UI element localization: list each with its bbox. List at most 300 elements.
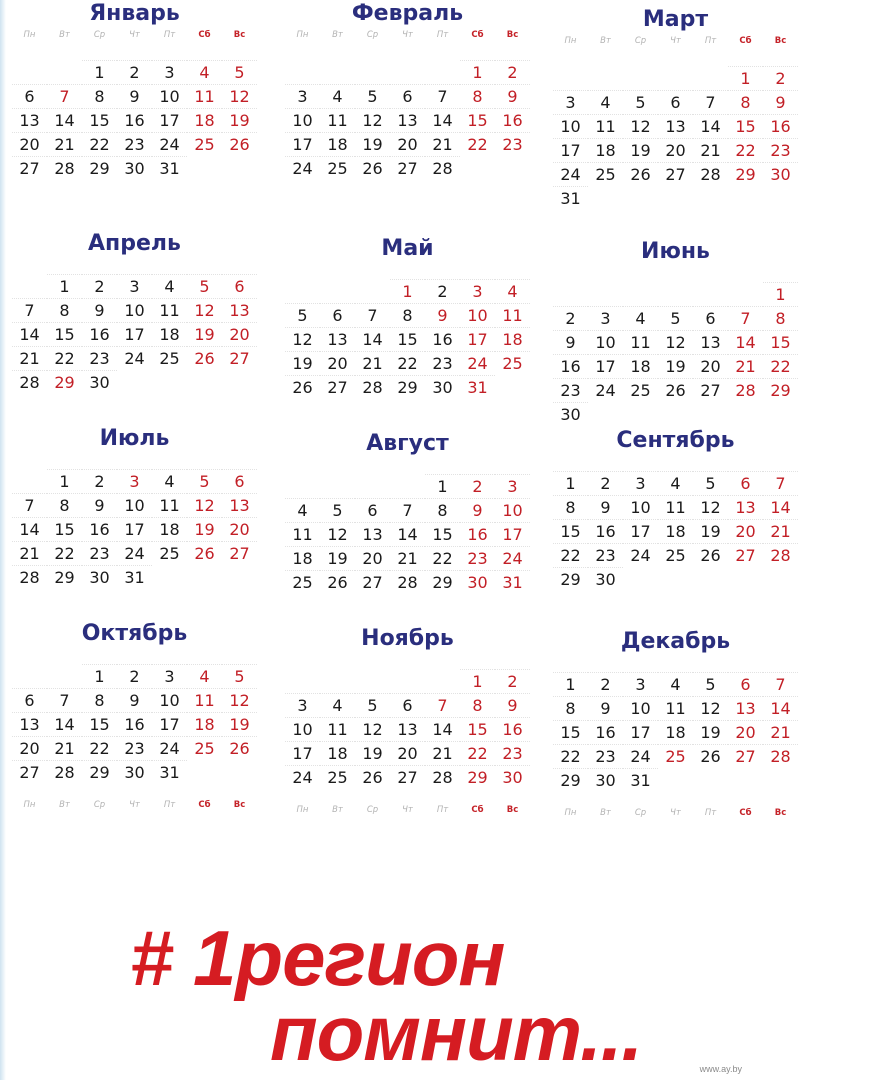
day-cell: 21 <box>355 351 390 375</box>
month-2 <box>285 0 530 200</box>
day-cell: 8 <box>728 90 763 114</box>
day-cell: 22 <box>82 132 117 156</box>
slogan-line-2: помнит... <box>270 989 643 1077</box>
day-cell: 24 <box>152 736 187 760</box>
weekday-label: Пт <box>436 805 449 815</box>
day-cell: 14 <box>12 517 47 541</box>
day-cell: 13 <box>728 495 763 519</box>
day-cell: 25 <box>495 351 530 375</box>
day-cell: 2 <box>495 669 530 693</box>
day-cell: 11 <box>285 522 320 546</box>
day-cell: 10 <box>553 114 588 138</box>
day-cell: 1 <box>728 66 763 90</box>
day-cell: 16 <box>117 712 152 736</box>
day-cell: 8 <box>425 498 460 522</box>
day-cell: 3 <box>623 471 658 495</box>
day-cell: 5 <box>187 469 222 493</box>
day-cell: 13 <box>728 696 763 720</box>
day-cell: 3 <box>588 306 623 330</box>
day-cell: 20 <box>728 720 763 744</box>
day-cell: 8 <box>763 306 798 330</box>
day-cell: 21 <box>763 519 798 543</box>
month-3 <box>553 6 798 206</box>
weekday-label: Вс <box>506 805 519 815</box>
day-cell: 12 <box>355 717 390 741</box>
day-cell: 8 <box>460 84 495 108</box>
day-cell: 23 <box>495 741 530 765</box>
day-cell: 7 <box>763 672 798 696</box>
weekday-label: Пт <box>163 800 176 810</box>
day-cell: 8 <box>82 688 117 712</box>
day-cell: 8 <box>82 84 117 108</box>
day-cell: 3 <box>495 474 530 498</box>
day-cell: 12 <box>222 84 257 108</box>
day-cell: 6 <box>320 303 355 327</box>
day-cell: 4 <box>588 90 623 114</box>
day-cell: 18 <box>320 741 355 765</box>
day-cell: 3 <box>553 90 588 114</box>
day-cell: 22 <box>390 351 425 375</box>
day-cell: 10 <box>623 696 658 720</box>
day-cell: 1 <box>425 474 460 498</box>
day-cell: 12 <box>222 688 257 712</box>
month-title: Июль <box>99 426 170 451</box>
day-cell: 14 <box>425 108 460 132</box>
month-grid <box>12 60 257 185</box>
day-cell: 21 <box>425 741 460 765</box>
day-cell: 1 <box>763 282 798 306</box>
day-cell: 6 <box>390 693 425 717</box>
day-cell: 1 <box>460 669 495 693</box>
day-cell: 7 <box>47 688 82 712</box>
day-cell: 16 <box>588 519 623 543</box>
day-cell: 11 <box>187 688 222 712</box>
day-cell: 7 <box>693 90 728 114</box>
month-title: Август <box>366 431 449 456</box>
day-cell: 20 <box>693 354 728 378</box>
weekday-label: Вт <box>332 805 343 815</box>
day-cell: 16 <box>425 327 460 351</box>
day-cell: 10 <box>285 717 320 741</box>
day-cell: 15 <box>47 517 82 541</box>
day-cell: 4 <box>187 60 222 84</box>
day-cell: 8 <box>553 696 588 720</box>
day-cell: 8 <box>460 693 495 717</box>
day-cell: 21 <box>47 132 82 156</box>
day-cell: 17 <box>623 519 658 543</box>
day-cell: 18 <box>588 138 623 162</box>
day-cell: 12 <box>623 114 658 138</box>
day-cell: 30 <box>117 156 152 180</box>
day-cell: 29 <box>460 765 495 789</box>
weekday-label: Вс <box>233 30 246 40</box>
weekday-label: Вт <box>332 30 343 40</box>
day-cell: 5 <box>285 303 320 327</box>
month-10 <box>12 620 257 820</box>
page-edge <box>0 0 6 1080</box>
day-cell: 4 <box>152 469 187 493</box>
day-cell: 25 <box>658 744 693 768</box>
day-cell: 19 <box>355 741 390 765</box>
day-cell: 21 <box>12 346 47 370</box>
day-cell: 31 <box>553 186 588 210</box>
day-cell: 27 <box>390 765 425 789</box>
month-grid <box>553 672 798 797</box>
day-cell: 22 <box>47 346 82 370</box>
day-cell: 28 <box>12 370 47 394</box>
day-cell: 13 <box>222 493 257 517</box>
weekday-label: Вс <box>774 808 787 818</box>
day-cell: 4 <box>623 306 658 330</box>
day-cell: 5 <box>222 664 257 688</box>
day-cell: 7 <box>47 84 82 108</box>
day-cell: 26 <box>222 736 257 760</box>
weekday-label: Вт <box>600 808 611 818</box>
month-title: Декабрь <box>620 629 731 654</box>
day-cell: 2 <box>82 469 117 493</box>
day-cell: 22 <box>82 736 117 760</box>
day-cell: 23 <box>553 378 588 402</box>
day-cell: 7 <box>763 471 798 495</box>
day-cell: 22 <box>460 132 495 156</box>
day-cell: 10 <box>152 688 187 712</box>
day-cell: 2 <box>553 306 588 330</box>
day-cell: 1 <box>82 60 117 84</box>
day-cell: 7 <box>425 693 460 717</box>
day-cell: 31 <box>460 375 495 399</box>
day-cell: 9 <box>763 90 798 114</box>
day-cell: 11 <box>623 330 658 354</box>
day-cell: 2 <box>425 279 460 303</box>
weekday-label: Чт <box>670 36 681 46</box>
day-cell: 29 <box>553 567 588 591</box>
weekday-label: Сб <box>471 805 484 815</box>
day-cell: 6 <box>693 306 728 330</box>
weekday-label: Пт <box>163 30 176 40</box>
day-cell: 23 <box>82 541 117 565</box>
month-6 <box>553 238 798 438</box>
day-cell: 4 <box>320 693 355 717</box>
day-cell: 3 <box>285 693 320 717</box>
day-cell: 3 <box>460 279 495 303</box>
day-cell: 24 <box>588 378 623 402</box>
day-cell: 13 <box>355 522 390 546</box>
day-cell: 25 <box>285 570 320 594</box>
month-grid <box>553 66 798 208</box>
day-cell: 25 <box>152 346 187 370</box>
day-cell: 3 <box>152 60 187 84</box>
month-grid <box>285 474 530 599</box>
month-4 <box>12 230 257 430</box>
day-cell: 13 <box>12 108 47 132</box>
day-cell: 11 <box>495 303 530 327</box>
weekday-label: Вс <box>506 30 519 40</box>
day-cell: 30 <box>588 567 623 591</box>
day-cell: 23 <box>117 132 152 156</box>
day-cell: 21 <box>425 132 460 156</box>
day-cell: 6 <box>12 84 47 108</box>
day-cell: 16 <box>588 720 623 744</box>
day-cell: 12 <box>658 330 693 354</box>
day-cell: 5 <box>187 274 222 298</box>
day-cell: 18 <box>495 327 530 351</box>
weekday-header <box>285 803 530 817</box>
day-cell: 23 <box>588 543 623 567</box>
day-cell: 28 <box>425 765 460 789</box>
day-cell: 19 <box>285 351 320 375</box>
day-cell: 11 <box>320 717 355 741</box>
day-cell: 29 <box>553 768 588 792</box>
day-cell: 30 <box>553 402 588 426</box>
day-cell: 27 <box>12 156 47 180</box>
day-cell: 5 <box>355 84 390 108</box>
day-cell: 4 <box>320 84 355 108</box>
day-cell: 25 <box>152 541 187 565</box>
day-cell: 15 <box>390 327 425 351</box>
day-cell: 17 <box>553 138 588 162</box>
month-grid <box>12 469 257 594</box>
day-cell: 29 <box>47 565 82 589</box>
day-cell: 20 <box>12 132 47 156</box>
day-cell: 21 <box>12 541 47 565</box>
day-cell: 6 <box>355 498 390 522</box>
day-cell: 20 <box>355 546 390 570</box>
day-cell: 22 <box>553 543 588 567</box>
day-cell: 31 <box>152 760 187 784</box>
day-cell: 2 <box>588 672 623 696</box>
day-cell: 14 <box>355 327 390 351</box>
day-cell: 14 <box>425 717 460 741</box>
day-cell: 25 <box>187 736 222 760</box>
weekday-label: Пт <box>436 30 449 40</box>
day-cell: 14 <box>693 114 728 138</box>
weekday-label: Пт <box>704 36 717 46</box>
day-cell: 9 <box>553 330 588 354</box>
day-cell: 1 <box>390 279 425 303</box>
day-cell: 8 <box>553 495 588 519</box>
day-cell: 21 <box>763 720 798 744</box>
day-cell: 26 <box>658 378 693 402</box>
month-7 <box>12 425 257 625</box>
day-cell: 13 <box>390 717 425 741</box>
month-title: Апрель <box>88 231 181 256</box>
weekday-label: Вс <box>233 800 246 810</box>
day-cell: 19 <box>693 519 728 543</box>
day-cell: 12 <box>320 522 355 546</box>
day-cell: 21 <box>693 138 728 162</box>
day-cell: 25 <box>623 378 658 402</box>
day-cell: 22 <box>728 138 763 162</box>
day-cell: 15 <box>728 114 763 138</box>
day-cell: 13 <box>320 327 355 351</box>
day-cell: 29 <box>425 570 460 594</box>
weekday-header <box>12 798 257 812</box>
day-cell: 11 <box>588 114 623 138</box>
day-cell: 17 <box>285 132 320 156</box>
day-cell: 27 <box>658 162 693 186</box>
weekday-label: Ср <box>93 30 106 40</box>
weekday-header <box>553 34 798 48</box>
month-grid <box>12 664 257 789</box>
day-cell: 29 <box>763 378 798 402</box>
day-cell: 5 <box>658 306 693 330</box>
weekday-label: Чт <box>129 800 140 810</box>
day-cell: 30 <box>82 370 117 394</box>
weekday-label: Сб <box>471 30 484 40</box>
month-grid <box>285 669 530 794</box>
day-cell: 9 <box>495 693 530 717</box>
weekday-label: Чт <box>670 808 681 818</box>
day-cell: 14 <box>12 322 47 346</box>
day-cell: 8 <box>390 303 425 327</box>
day-cell: 18 <box>152 517 187 541</box>
day-cell: 11 <box>320 108 355 132</box>
month-1 <box>12 0 257 200</box>
day-cell: 19 <box>355 132 390 156</box>
day-cell: 10 <box>152 84 187 108</box>
day-cell: 30 <box>117 760 152 784</box>
day-cell: 9 <box>82 298 117 322</box>
day-cell: 2 <box>82 274 117 298</box>
month-8 <box>285 430 530 630</box>
day-cell: 9 <box>588 495 623 519</box>
month-5 <box>285 235 530 435</box>
watermark: www.ay.by <box>699 1064 742 1074</box>
day-cell: 28 <box>47 156 82 180</box>
day-cell: 24 <box>285 765 320 789</box>
day-cell: 12 <box>285 327 320 351</box>
weekday-header <box>553 806 798 820</box>
day-cell: 2 <box>117 60 152 84</box>
day-cell: 18 <box>623 354 658 378</box>
day-cell: 19 <box>222 712 257 736</box>
day-cell: 21 <box>728 354 763 378</box>
day-cell: 1 <box>47 469 82 493</box>
weekday-label: Вс <box>774 36 787 46</box>
day-cell: 7 <box>425 84 460 108</box>
day-cell: 30 <box>460 570 495 594</box>
day-cell: 26 <box>187 346 222 370</box>
month-title: Сентябрь <box>616 428 735 453</box>
day-cell: 29 <box>82 156 117 180</box>
day-cell: 14 <box>763 495 798 519</box>
day-cell: 30 <box>588 768 623 792</box>
day-cell: 8 <box>47 298 82 322</box>
day-cell: 28 <box>693 162 728 186</box>
day-cell: 1 <box>553 471 588 495</box>
day-cell: 18 <box>152 322 187 346</box>
day-cell: 10 <box>495 498 530 522</box>
day-cell: 27 <box>12 760 47 784</box>
day-cell: 27 <box>728 744 763 768</box>
weekday-label: Пт <box>704 808 717 818</box>
day-cell: 11 <box>658 495 693 519</box>
day-cell: 15 <box>47 322 82 346</box>
month-12 <box>553 628 798 828</box>
day-cell: 22 <box>553 744 588 768</box>
day-cell: 11 <box>658 696 693 720</box>
day-cell: 5 <box>320 498 355 522</box>
day-cell: 10 <box>117 493 152 517</box>
day-cell: 6 <box>12 688 47 712</box>
day-cell: 30 <box>82 565 117 589</box>
weekday-label: Пн <box>296 30 309 40</box>
day-cell: 13 <box>390 108 425 132</box>
day-cell: 22 <box>425 546 460 570</box>
day-cell: 19 <box>187 517 222 541</box>
day-cell: 1 <box>553 672 588 696</box>
day-cell: 31 <box>623 768 658 792</box>
day-cell: 23 <box>82 346 117 370</box>
day-cell: 16 <box>763 114 798 138</box>
day-cell: 3 <box>285 84 320 108</box>
month-11 <box>285 625 530 825</box>
day-cell: 20 <box>320 351 355 375</box>
day-cell: 28 <box>390 570 425 594</box>
weekday-label: Пн <box>296 805 309 815</box>
day-cell: 3 <box>152 664 187 688</box>
day-cell: 15 <box>553 720 588 744</box>
day-cell: 27 <box>355 570 390 594</box>
day-cell: 7 <box>355 303 390 327</box>
day-cell: 18 <box>320 132 355 156</box>
day-cell: 17 <box>460 327 495 351</box>
day-cell: 10 <box>460 303 495 327</box>
weekday-label: Пн <box>23 800 36 810</box>
day-cell: 13 <box>12 712 47 736</box>
day-cell: 14 <box>728 330 763 354</box>
day-cell: 8 <box>47 493 82 517</box>
day-cell: 25 <box>187 132 222 156</box>
weekday-label: Вт <box>59 800 70 810</box>
day-cell: 11 <box>152 493 187 517</box>
month-grid <box>285 279 530 404</box>
day-cell: 2 <box>460 474 495 498</box>
day-cell: 9 <box>588 696 623 720</box>
weekday-label: Сб <box>198 30 211 40</box>
day-cell: 27 <box>693 378 728 402</box>
weekday-label: Вт <box>600 36 611 46</box>
day-cell: 23 <box>425 351 460 375</box>
day-cell: 3 <box>117 469 152 493</box>
day-cell: 17 <box>152 108 187 132</box>
day-cell: 12 <box>187 298 222 322</box>
day-cell: 17 <box>588 354 623 378</box>
month-grid <box>553 282 798 424</box>
day-cell: 5 <box>693 672 728 696</box>
weekday-label: Ср <box>634 36 647 46</box>
slogan-line-1: # 1регион <box>130 914 505 1002</box>
day-cell: 13 <box>222 298 257 322</box>
day-cell: 12 <box>355 108 390 132</box>
day-cell: 31 <box>117 565 152 589</box>
day-cell: 28 <box>763 543 798 567</box>
month-grid <box>285 60 530 185</box>
day-cell: 27 <box>222 346 257 370</box>
day-cell: 12 <box>693 696 728 720</box>
day-cell: 23 <box>588 744 623 768</box>
day-cell: 23 <box>460 546 495 570</box>
day-cell: 26 <box>285 375 320 399</box>
day-cell: 6 <box>658 90 693 114</box>
day-cell: 16 <box>553 354 588 378</box>
day-cell: 27 <box>728 543 763 567</box>
day-cell: 13 <box>693 330 728 354</box>
day-cell: 20 <box>658 138 693 162</box>
day-cell: 15 <box>425 522 460 546</box>
weekday-label: Сб <box>198 800 211 810</box>
day-cell: 9 <box>82 493 117 517</box>
